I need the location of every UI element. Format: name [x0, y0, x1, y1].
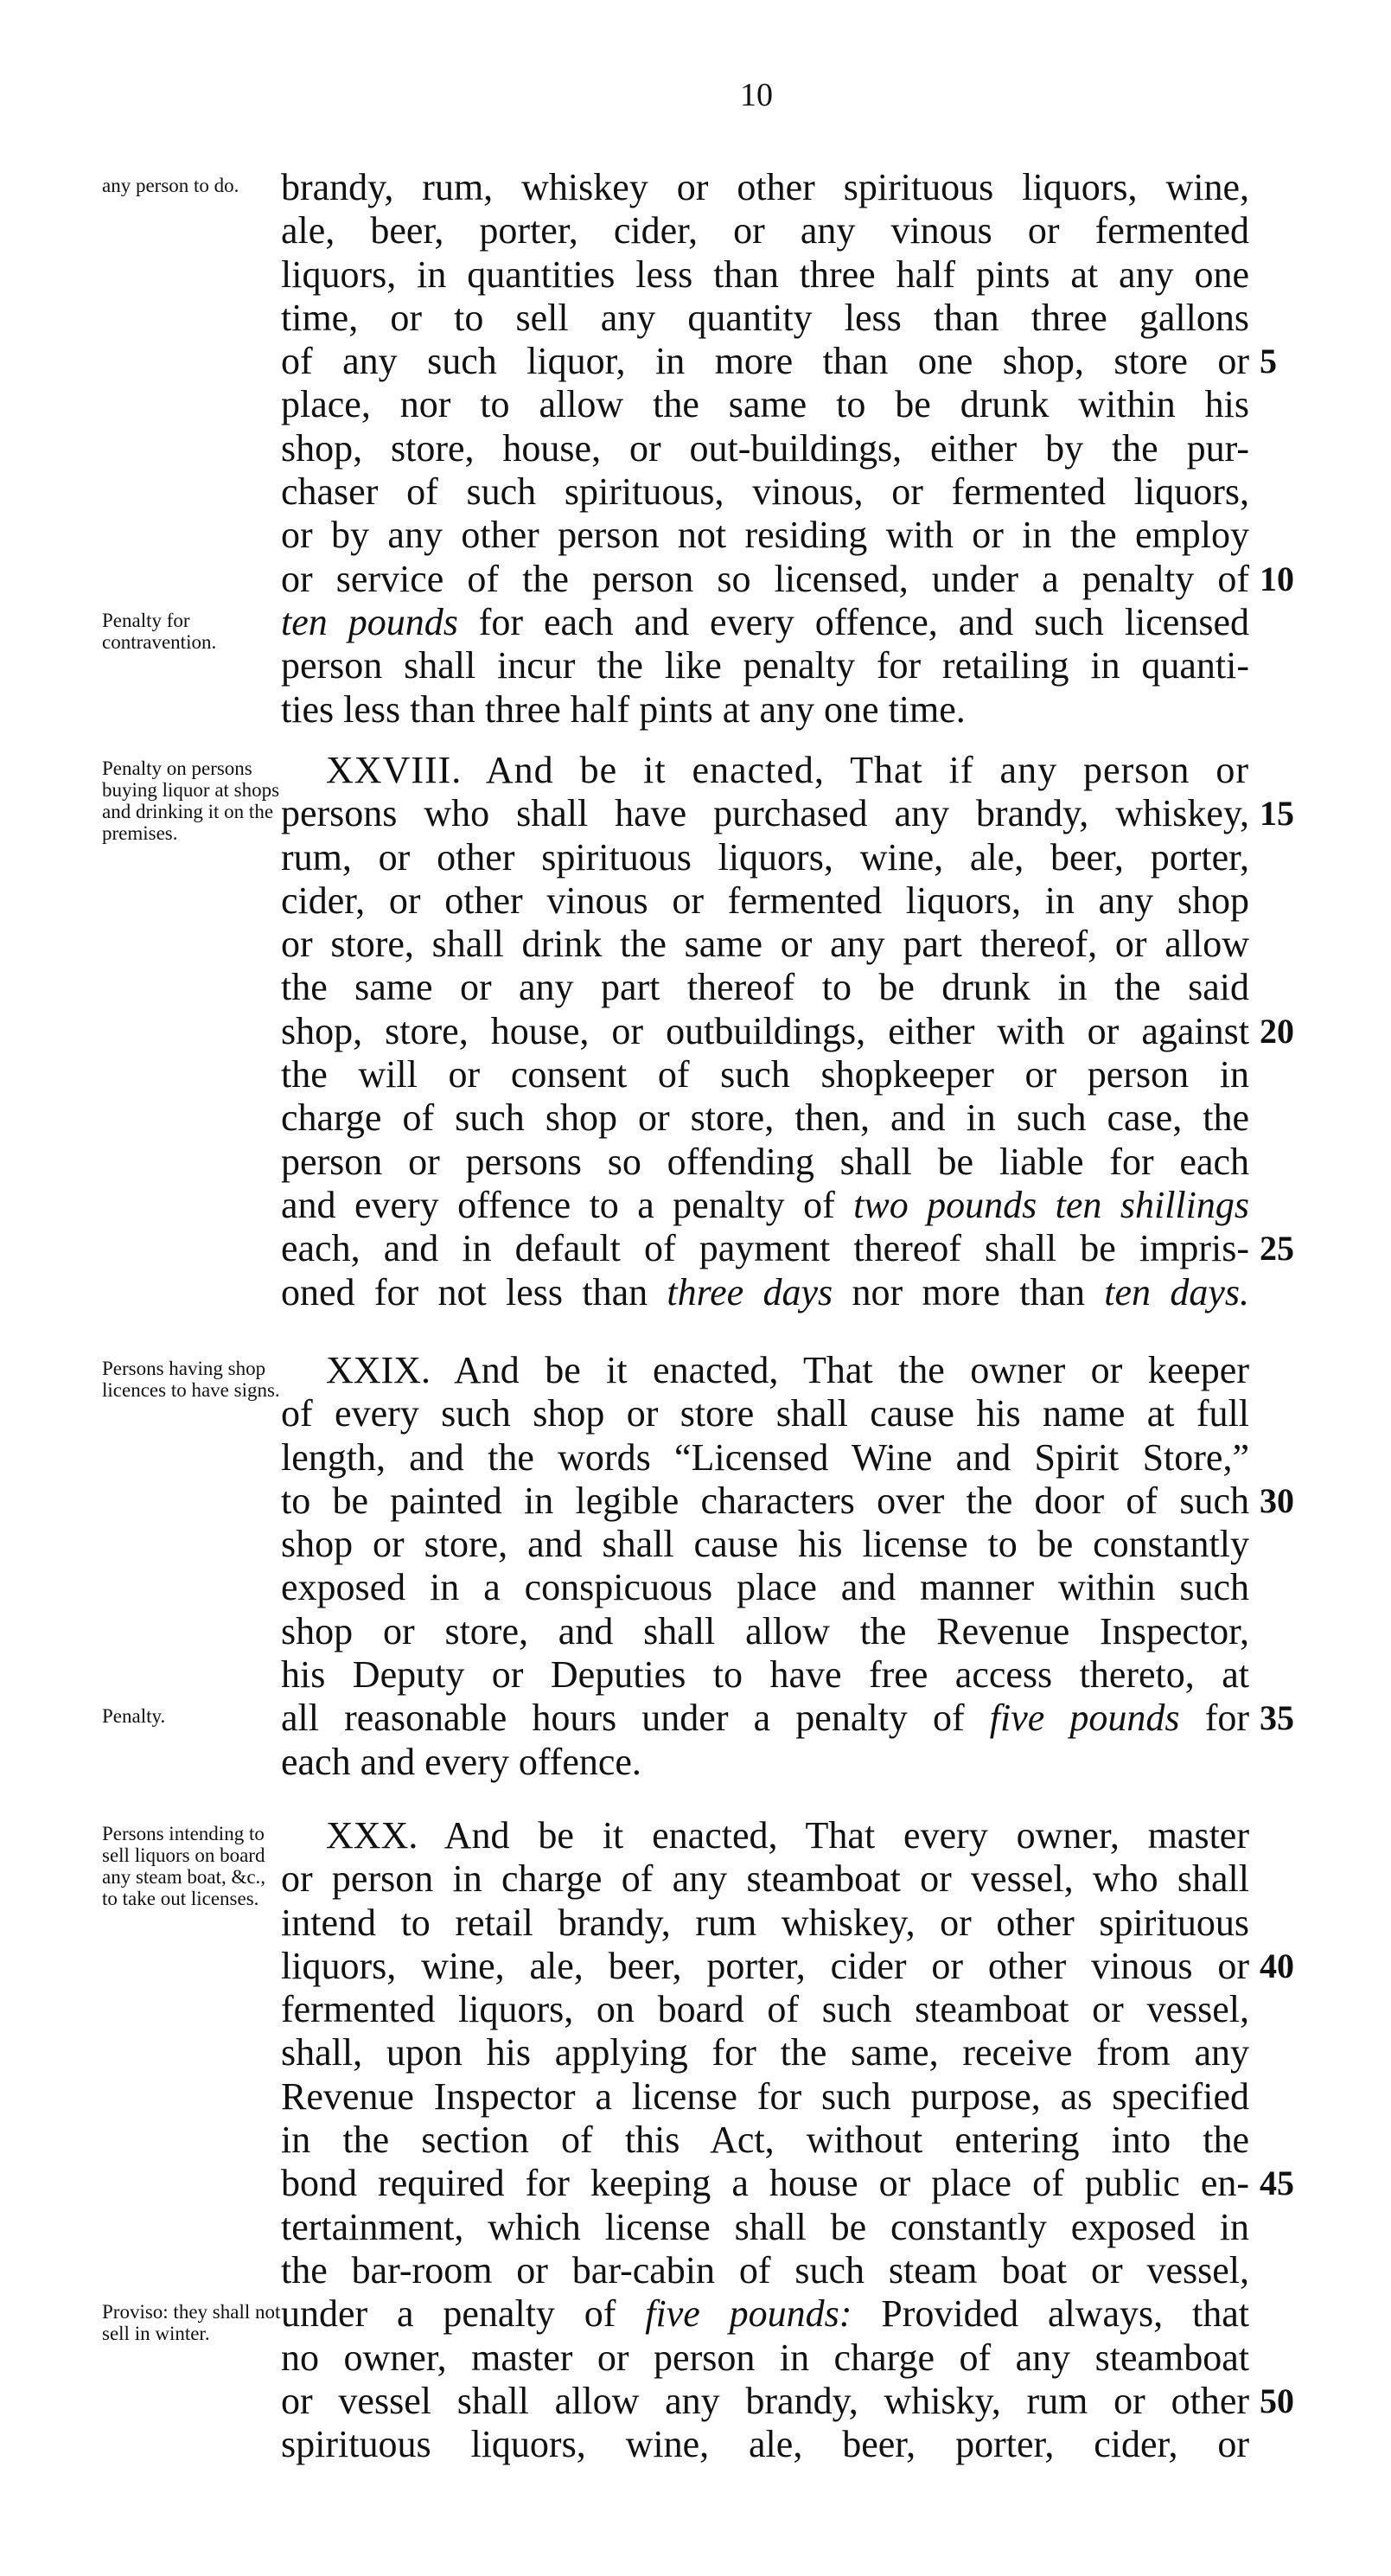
text-segment: length, and the words “Licensed Wine and Spirit Store,” [281, 1435, 1249, 1479]
line-number: 25 [1260, 1229, 1294, 1269]
text-segment: XXIX. And be it enacted, That the owner or keeper [326, 1349, 1249, 1391]
line-number: 15 [1260, 794, 1294, 834]
text-line [281, 1436, 1249, 1480]
text-segment: under a penalty of [281, 2292, 646, 2336]
section-text [281, 1814, 1294, 2466]
text-segment: each, and in default of payment thereof shall be impris- [281, 1227, 1249, 1270]
text-line [281, 2336, 1249, 2380]
text-line [281, 340, 1277, 383]
text-segment: tertainment, which license shall be constantly exposed in [281, 2205, 1249, 2248]
line-number: 30 [1260, 1480, 1294, 1520]
text-line [281, 879, 1249, 923]
section-text [281, 749, 1294, 1314]
text-line [281, 1053, 1249, 1096]
text-line [281, 1523, 1249, 1566]
text-segment: person shall incur the like penalty for retailing in quanti- [281, 644, 1249, 687]
text-line [281, 2379, 1294, 2423]
text-line [281, 383, 1249, 426]
page-number: 10 [740, 77, 773, 113]
margin-note: Proviso: they shall not sell in winter. [102, 2301, 281, 2345]
text-line [281, 1227, 1294, 1270]
text-segment: or person in charge of any steamboat or vessel, who shall [281, 1857, 1249, 1901]
text-segment: or by any other person not residing with or in the employ [281, 514, 1249, 557]
text-segment: for [1179, 1697, 1249, 1740]
text-line [281, 1944, 1294, 1988]
text-segment: shop, store, house, or out-buildings, either by the pur- [281, 426, 1249, 470]
text-line [281, 253, 1249, 297]
text-segment: spirituous liquors, wine, ale, beer, porter, cider, or [281, 2423, 1249, 2466]
text-line [281, 166, 1249, 209]
text-line [281, 1009, 1294, 1053]
text-line [281, 2031, 1249, 2074]
text-segment: brandy, rum, whiskey or other spirituous liquors, wine, [281, 166, 1249, 208]
text-segment: cider, or other vinous or fermented liquors, in any shop [281, 879, 1249, 922]
text-line [281, 1479, 1294, 1523]
text-line [281, 2423, 1249, 2466]
margin-note: Persons intending to sell liquors on board any steam boat, &c., to take out licenses. [102, 1823, 266, 1909]
text-line [281, 749, 1249, 792]
text-line [281, 514, 1249, 557]
text-segment: rum, or other spirituous liquors, wine, ale, beer, porter, [281, 835, 1249, 879]
text-segment: shop or store, and shall allow the Revenue Inspector, [281, 1609, 1249, 1652]
text-segment: nor more than [833, 1270, 1105, 1314]
text-line [281, 1271, 1249, 1314]
text-segment: persons who shall have purchased any brandy, whiskey, [281, 792, 1249, 835]
text-segment: liquors, wine, ale, beer, porter, cider or other vinous or [281, 1944, 1249, 1987]
text-segment: person or persons so offending shall be liable for each [281, 1140, 1249, 1183]
text-segment: the bar-room or bar-cabin of such steam boat or vessel, [281, 2248, 1249, 2292]
italic-text: five pounds [989, 1697, 1180, 1740]
text-line [281, 2162, 1294, 2205]
text-segment: no owner, master or person in charge of any steamboat [281, 2336, 1249, 2379]
text-line [281, 966, 1249, 1009]
line-number: 20 [1260, 1011, 1294, 1051]
text-segment: or service of the person so licensed, under a penalty of [281, 557, 1249, 600]
text-segment: each and every offence. [281, 1740, 641, 1783]
text-line [281, 836, 1249, 879]
line-number: 5 [1260, 342, 1277, 381]
text-line [281, 1653, 1249, 1697]
margin-note: Penalty. [102, 1705, 166, 1728]
margin-note: any person to do. [102, 175, 239, 196]
text-segment: ale, beer, porter, cider, or any vinous or fermented [281, 209, 1249, 252]
text-segment: intend to retail brandy, rum whiskey, or other spirituous [281, 1901, 1249, 1944]
text-segment: the same or any part thereof to be drunk in the said [281, 966, 1249, 1009]
text-line [281, 1697, 1294, 1740]
text-line [281, 1902, 1249, 1945]
italic-text: ten pounds [281, 600, 458, 643]
margin-note: Persons having shop licences to have signs. [102, 1358, 280, 1401]
text-line [281, 601, 1249, 644]
text-line [281, 792, 1294, 835]
text-segment: for each and every offence, and such licensed [457, 600, 1249, 643]
text-segment: all reasonable hours under a penalty of [281, 1697, 990, 1740]
text-line [281, 1096, 1249, 1140]
text-segment: time, or to sell any quantity less than three gallons [281, 296, 1249, 339]
text-segment: or vessel shall allow any brandy, whisky, rum or other [281, 2379, 1249, 2422]
text-line [281, 1741, 1249, 1784]
text-line [281, 1814, 1249, 1857]
line-number: 35 [1260, 1698, 1294, 1738]
italic-text: ten days. [1104, 1270, 1250, 1314]
text-line [281, 1392, 1249, 1435]
text-segment: his Deputy or Deputies to have free access thereto, at [281, 1653, 1249, 1697]
line-number: 40 [1260, 1946, 1294, 1985]
text-segment: bond required for keeping a house or place of public en- [281, 2162, 1249, 2205]
text-segment: liquors, in quantities less than three half pints at any one [281, 252, 1249, 296]
text-line [281, 1141, 1249, 1184]
text-line [281, 209, 1249, 252]
text-line [281, 427, 1249, 470]
text-segment: XXX. And be it enacted, That every owner, master [326, 1814, 1249, 1857]
text-segment: and every offence to a penalty of [281, 1183, 854, 1226]
text-segment: shall, upon his applying for the same, receive from any [281, 2031, 1249, 2074]
text-segment: of every such shop or store shall cause his name at full [281, 1392, 1249, 1435]
line-number: 45 [1260, 2164, 1294, 2203]
text-line [281, 1610, 1249, 1653]
italic-text: three days [667, 1270, 833, 1314]
text-line [281, 297, 1249, 340]
text-segment: oned for not less than [281, 1270, 667, 1314]
line-number: 50 [1260, 2381, 1294, 2420]
text-segment: of any such liquor, in more than one shop, store or [281, 340, 1249, 383]
text-segment: chaser of such spirituous, vinous, or fermented liquors, [281, 470, 1249, 514]
text-segment: exposed in a conspicuous place and manner within such [281, 1566, 1249, 1609]
text-line [281, 557, 1294, 601]
text-line [281, 2206, 1249, 2249]
italic-text: two pounds ten shillings [853, 1183, 1249, 1226]
text-segment: the will or consent of such shopkeeper or person in [281, 1053, 1249, 1096]
text-line [281, 1988, 1249, 2031]
line-number: 10 [1260, 559, 1294, 598]
text-line [281, 644, 1249, 687]
text-segment: or store, shall drink the same or any part thereof, or allow [281, 923, 1249, 966]
italic-text: five pounds: [645, 2292, 852, 2336]
text-segment: in the section of this Act, without entering into the [281, 2119, 1249, 2162]
text-segment: Revenue Inspector a license for such purpose, as specified [281, 2074, 1249, 2118]
text-line [281, 470, 1249, 514]
text-segment: XXVIII. And be it enacted, That if any person or [326, 749, 1249, 791]
margin-note: Penalty for contravention. [102, 610, 217, 653]
text-line [281, 2119, 1249, 2162]
margin-note: Penalty on persons buying liquor at shops and drinking it on the premises. [102, 757, 280, 844]
text-line [281, 2292, 1249, 2336]
text-segment: shop, store, house, or outbuildings, either with or against [281, 1009, 1249, 1052]
text-line [281, 1857, 1249, 1901]
text-line [281, 1566, 1249, 1609]
text-line [281, 1349, 1249, 1392]
text-segment: shop or store, and shall cause his license to be constantly [281, 1523, 1249, 1566]
text-segment: fermented liquors, on board of such steamboat or vessel, [281, 1988, 1249, 2031]
text-segment: charge of such shop or store, then, and in such case, the [281, 1096, 1249, 1140]
section-text [281, 166, 1294, 732]
text-line [281, 2075, 1249, 2119]
text-segment: Provided always, that [852, 2292, 1249, 2336]
text-segment: ties less than three half pints at any one time. [281, 687, 966, 731]
section-text [281, 1349, 1294, 1784]
text-segment: place, nor to allow the same to be drunk within his [281, 383, 1249, 426]
text-line [281, 923, 1249, 966]
text-segment: to be painted in legible characters over the door of such [281, 1479, 1249, 1522]
text-line [281, 1184, 1249, 1227]
text-line [281, 2249, 1249, 2292]
text-line [281, 688, 1249, 732]
